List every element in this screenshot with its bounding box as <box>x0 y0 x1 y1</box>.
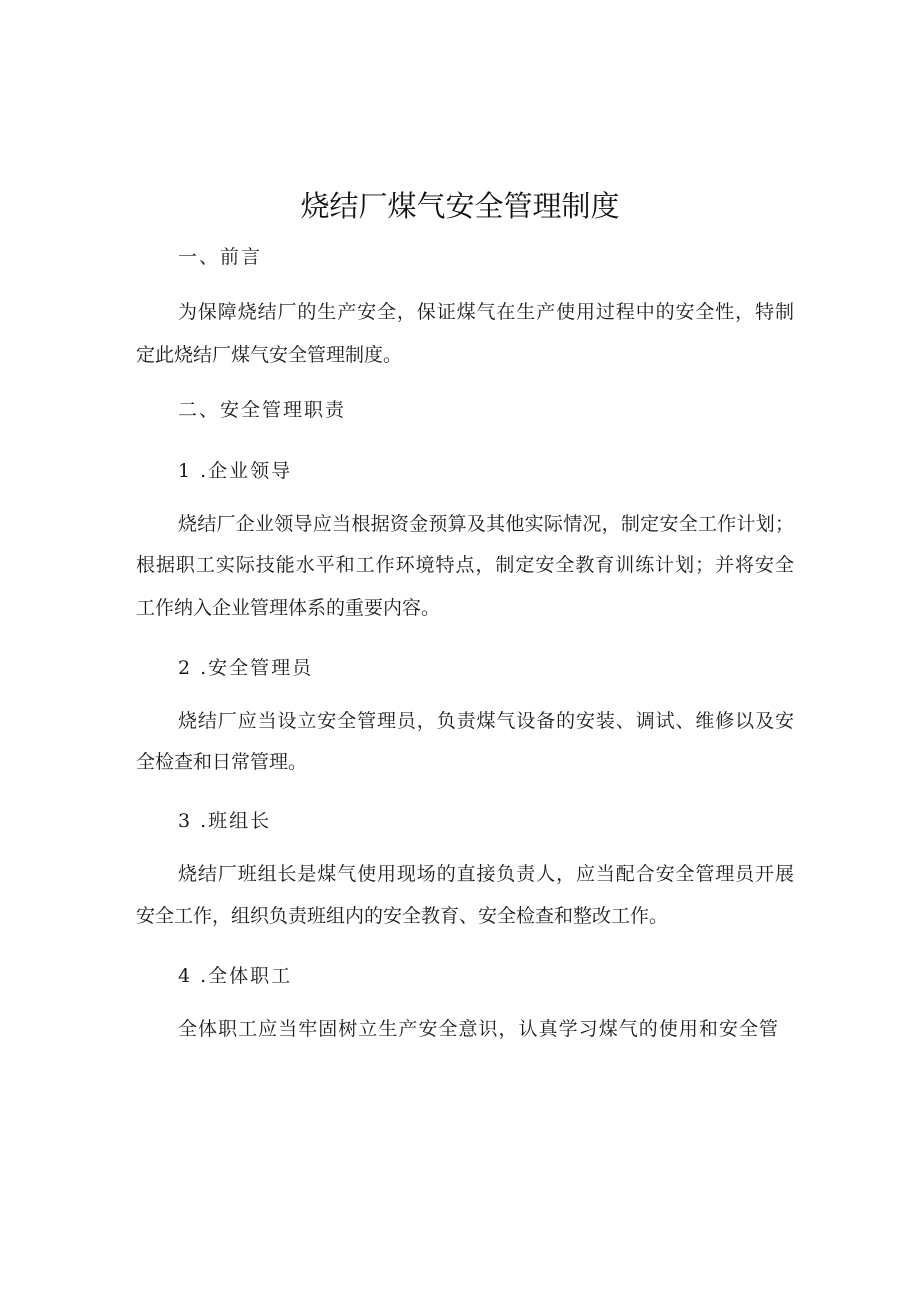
section-heading-duties: 二、安全管理职责 <box>178 399 347 421</box>
paragraph-line: 为保障烧结厂的生产安全，保证煤气在生产使用过程中的安全性，特制 <box>178 301 794 323</box>
paragraph-line: 烧结厂应当设立安全管理员，负责煤气设备的安装、调试、维修以及安 <box>178 710 794 732</box>
subsection-heading-leadership: 1 .企业领导 <box>178 460 293 482</box>
paragraph-line: 工作纳入企业管理体系的重要内容。 <box>136 597 441 619</box>
section-heading-preface: 一、前言 <box>178 246 263 268</box>
paragraph-line: 安全工作，组织负责班组内的安全教育、安全检查和整改工作。 <box>136 905 669 927</box>
subsection-heading-safety-manager: 2 .安全管理员 <box>178 657 314 679</box>
paragraph-line: 全检查和日常管理。 <box>136 751 308 773</box>
paragraph-line: 全体职工应当牢固树立生产安全意识，认真学习煤气的使用和安全管 <box>178 1018 778 1040</box>
paragraph-line: 定此烧结厂煤气安全管理制度。 <box>136 344 403 366</box>
subsection-heading-team-leader: 3 .班组长 <box>178 810 272 832</box>
paragraph-line: 根据职工实际技能水平和工作环境特点，制定安全教育训练计划；并将安全 <box>136 554 794 576</box>
subsection-heading-all-staff: 4 .全体职工 <box>178 965 293 987</box>
document-title: 烧结厂煤气安全管理制度 <box>300 189 620 223</box>
paragraph-line: 烧结厂企业领导应当根据资金预算及其他实际情况，制定安全工作计划； <box>178 513 794 535</box>
paragraph-line: 烧结厂班组长是煤气使用现场的直接负责人，应当配合安全管理员开展 <box>178 863 794 885</box>
